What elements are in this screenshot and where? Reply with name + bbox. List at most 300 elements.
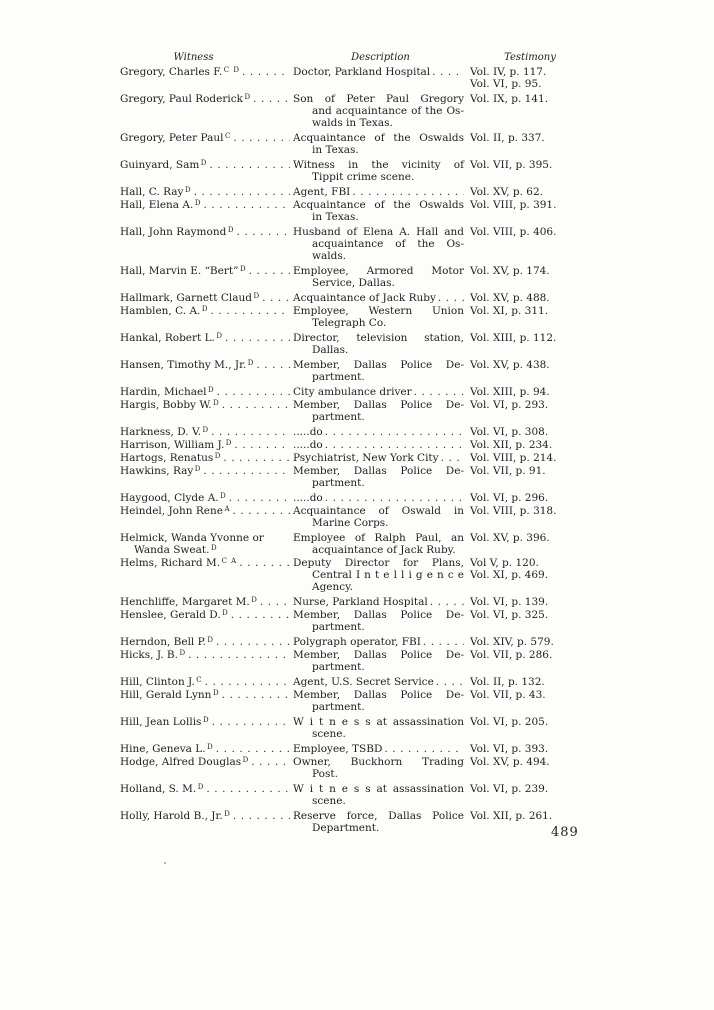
dot-leader — [352, 186, 464, 198]
testimony-citation: Vol. VI, p. 308. — [470, 426, 549, 438]
testimony-citation: Vol. VII, p. 91. — [470, 465, 546, 477]
witness-cell — [120, 783, 293, 807]
table-row — [120, 93, 608, 129]
dot-leader — [384, 743, 464, 755]
witness-cell — [120, 676, 293, 689]
description-line: Son of Peter Paul Gregory — [293, 93, 464, 105]
witness-line — [120, 716, 290, 729]
witness-cell — [120, 305, 293, 329]
description-cell — [293, 689, 468, 713]
table-row — [120, 426, 608, 439]
testimony-cell — [468, 532, 608, 557]
dot-leader — [217, 386, 290, 398]
table-row — [120, 596, 608, 609]
description-cell — [293, 716, 468, 740]
dot-leader — [251, 756, 290, 768]
witness-superscript: D — [225, 438, 233, 447]
table-row — [120, 532, 608, 557]
description-line: partment. — [312, 701, 365, 713]
description-line — [293, 452, 464, 464]
description-line: Owner, Buckhorn Trading — [293, 756, 464, 768]
description-cell — [293, 636, 468, 649]
witness-superscript: C — [196, 675, 203, 684]
dot-leader — [211, 426, 290, 438]
testimony-cell — [468, 332, 608, 356]
description-cell — [293, 265, 468, 289]
witness-name: Hill, Gerald Lynn — [120, 689, 212, 701]
witness-superscript: D — [194, 464, 202, 473]
description-line: partment. — [312, 371, 365, 383]
dot-leader — [194, 186, 290, 198]
witness-name: Helms, Richard M. — [120, 557, 221, 569]
description-cell — [293, 609, 468, 633]
dot-leader — [209, 159, 290, 171]
testimony-cell — [468, 783, 608, 807]
table-row — [120, 557, 608, 593]
description-line: partment. — [312, 477, 365, 489]
testimony-cell — [468, 386, 608, 399]
witness-superscript: D — [197, 782, 205, 791]
witness-cell — [120, 636, 293, 649]
witness-superscript: D — [244, 92, 252, 101]
witness-line — [120, 159, 290, 172]
testimony-citation: Vol. XV, p. 488. — [470, 292, 550, 304]
description-line: acquaintance of the Os- — [312, 238, 464, 250]
description-cell — [293, 743, 468, 756]
table-row — [120, 636, 608, 649]
witness-cell — [120, 265, 293, 289]
witness-superscript: D — [207, 742, 214, 751]
dot-leader — [222, 399, 290, 411]
dot-leader — [260, 596, 290, 608]
description-line: Member, Dallas Police De- — [293, 649, 464, 661]
witness-superscript: D — [222, 608, 229, 617]
witness-superscript: D — [216, 331, 224, 340]
dot-leader — [188, 649, 290, 661]
description-line: Husband of Elena A. Hall and — [293, 226, 464, 238]
testimony-cell — [468, 743, 608, 756]
witness-name: Herndon, Bell P. — [120, 636, 206, 648]
dot-leader — [233, 132, 290, 144]
description-line — [293, 386, 464, 398]
description-text: Acquaintance of Jack Ruby — [293, 292, 436, 304]
dot-leader — [438, 292, 464, 304]
witness-line — [120, 452, 290, 465]
witness-name: Hill, Clinton J. — [120, 676, 195, 688]
description-text: Employee, TSBD — [293, 743, 383, 755]
witness-line — [120, 743, 290, 756]
table-row — [120, 292, 608, 305]
dot-leader — [229, 492, 290, 504]
witness-superscript: D — [201, 304, 209, 313]
witness-name: Henchliffe, Margaret M. — [120, 596, 250, 608]
witness-superscript: D — [251, 595, 258, 604]
description-line: acquaintance of Jack Ruby. — [312, 544, 456, 556]
testimony-cell — [468, 399, 608, 423]
description-line: Reserve force, Dallas Police — [293, 810, 464, 822]
table-row — [120, 132, 608, 156]
witness-name: Hill, Jean Lollis — [120, 716, 202, 728]
witness-superscript: D — [227, 225, 235, 234]
description-line: and acquaintance of the Os- — [312, 105, 464, 117]
witness-cell — [120, 93, 293, 129]
witness-line — [120, 226, 290, 239]
testimony-citation: Vol. XI, p. 311. — [470, 305, 549, 317]
witness-superscript: D — [214, 451, 222, 460]
description-line: Department. — [312, 822, 380, 834]
witness-superscript: D — [220, 491, 227, 500]
witness-name: Hamblen, C. A. — [120, 305, 201, 317]
dot-leader — [212, 716, 290, 728]
description-line — [293, 292, 464, 304]
witness-superscript: D — [224, 809, 231, 818]
description-line: in Texas. — [312, 211, 359, 223]
description-cell — [293, 532, 468, 557]
description-line: in Texas. — [312, 144, 359, 156]
witness-line — [120, 465, 290, 478]
witness-cell — [120, 492, 293, 505]
table-row — [120, 159, 608, 183]
testimony-citation: Vol. XV, p. 174. — [470, 265, 550, 277]
witness-name: Gregory, Peter Paul — [120, 132, 224, 144]
description-cell — [293, 93, 468, 129]
description-cell — [293, 292, 468, 305]
description-line — [293, 439, 464, 451]
description-cell — [293, 439, 468, 452]
description-line: Member, Dallas Police De- — [293, 399, 464, 411]
witness-cell — [120, 609, 293, 633]
table-row — [120, 492, 608, 505]
description-line — [293, 676, 464, 688]
table-row — [120, 265, 608, 289]
witness-name: Hall, Elena A. — [120, 199, 194, 211]
testimony-cell — [468, 596, 608, 609]
witness-superscript: C A — [221, 556, 238, 565]
table-row — [120, 439, 608, 452]
description-text: .....do — [293, 439, 323, 451]
description-line: Central I n t e l l i g e n c e — [312, 569, 464, 581]
dot-leader — [236, 226, 290, 238]
witness-superscript: D — [247, 358, 255, 367]
description-cell — [293, 557, 468, 593]
description-line: Telegraph Co. — [312, 317, 387, 329]
witness-line — [120, 66, 290, 79]
witness-cell — [120, 439, 293, 452]
witness-cell — [120, 689, 293, 713]
description-line: Witness in the vicinity of — [293, 159, 464, 171]
witness-superscript: D — [200, 158, 208, 167]
witness-name: Holland, S. M. — [120, 783, 197, 795]
description-line: Member, Dallas Police De- — [293, 689, 464, 701]
description-cell — [293, 132, 468, 156]
description-line: partment. — [312, 621, 365, 633]
witness-cell — [120, 452, 293, 465]
dot-leader — [325, 426, 464, 438]
table-row — [120, 505, 608, 529]
testimony-cell — [468, 505, 608, 529]
testimony-citation: Vol. VI, p. 95. — [470, 78, 542, 90]
dot-leader — [441, 452, 464, 464]
dot-leader — [222, 689, 290, 701]
witness-superscript: D — [253, 291, 261, 300]
testimony-citation: Vol. VIII, p. 318. — [470, 505, 557, 517]
witness-superscript: D — [213, 398, 220, 407]
description-line — [293, 636, 464, 648]
witness-line — [120, 505, 290, 518]
testimony-citation: Vol. VI, p. 139. — [470, 596, 549, 608]
testimony-cell — [468, 226, 608, 262]
testimony-cell — [468, 439, 608, 452]
witness-superscript: D — [179, 648, 187, 657]
table-row — [120, 359, 608, 383]
testimony-citation: Vol. XII, p. 261. — [470, 810, 553, 822]
witness-name: Hicks, J. B. — [120, 649, 178, 661]
table-row — [120, 66, 608, 90]
dot-leader — [239, 557, 290, 569]
table-row — [120, 186, 608, 199]
description-cell — [293, 226, 468, 262]
testimony-cell — [468, 465, 608, 489]
witness-cell — [120, 359, 293, 383]
witness-cell — [120, 132, 293, 156]
witness-cell — [120, 649, 293, 673]
testimony-citation: Vol. XV, p. 438. — [470, 359, 550, 371]
dot-leader — [325, 439, 464, 451]
testimony-cell — [468, 452, 608, 465]
witness-name: Hardin, Michael — [120, 386, 207, 398]
description-line — [293, 426, 464, 438]
description-cell — [293, 305, 468, 329]
witness-cell — [120, 756, 293, 780]
testimony-citation: Vol. XIII, p. 94. — [470, 386, 550, 398]
description-cell — [293, 399, 468, 423]
testimony-citation: Vol. VI, p. 239. — [470, 783, 549, 795]
description-text: Polygraph operator, FBI — [293, 636, 421, 648]
witness-name: Hargis, Bobby W. — [120, 399, 212, 411]
testimony-citation: Vol. XIII, p. 112. — [470, 332, 557, 344]
description-line: Employee of Ralph Paul, an — [293, 532, 464, 544]
dot-leader — [423, 636, 464, 648]
witness-line — [120, 199, 290, 212]
witness-superscript: D — [194, 198, 202, 207]
table-row — [120, 756, 608, 780]
table-row — [120, 676, 608, 689]
page-number: 489 — [551, 825, 579, 840]
table-row — [120, 199, 608, 223]
description-text: City ambulance driver — [293, 386, 412, 398]
witness-superscript: D — [202, 715, 210, 724]
witness-superscript: D — [212, 688, 220, 697]
description-line: Employee, Western Union — [293, 305, 464, 317]
witness-line — [120, 636, 290, 649]
dot-leader — [216, 743, 290, 755]
testimony-citation: Vol. VII, p. 43. — [470, 689, 546, 701]
witness-superscript: D — [207, 635, 215, 644]
description-line: Dallas. — [312, 344, 349, 356]
witness-line — [120, 132, 290, 145]
testimony-citation: Vol. XIV, p. 579. — [470, 636, 554, 648]
witness-line — [120, 305, 290, 318]
description-line — [293, 743, 464, 755]
witness-line — [120, 399, 290, 412]
description-line: Agency. — [312, 581, 354, 593]
testimony-cell — [468, 305, 608, 329]
table-row — [120, 716, 608, 740]
witness-line — [120, 689, 290, 702]
entries — [120, 66, 608, 834]
testimony-citation: Vol. VIII, p. 214. — [470, 452, 557, 464]
witness-index-table — [120, 52, 608, 834]
dot-leader — [216, 636, 290, 648]
testimony-citation: Vol. VII, p. 286. — [470, 649, 553, 661]
testimony-cell — [468, 676, 608, 689]
dot-leader — [225, 332, 290, 344]
witness-cell — [120, 426, 293, 439]
description-text: Agent, FBI — [293, 186, 351, 198]
witness-name: Hall, C. Ray — [120, 186, 184, 198]
table-row — [120, 226, 608, 262]
testimony-cell — [468, 359, 608, 383]
witness-name: Henslee, Gerald D. — [120, 609, 221, 621]
witness-name: Haygood, Clyde A. — [120, 492, 219, 504]
table-row — [120, 689, 608, 713]
table-row — [120, 609, 608, 633]
witness-cell — [120, 199, 293, 223]
table-row — [120, 743, 608, 756]
description-text: .....do — [293, 492, 323, 504]
table-row — [120, 399, 608, 423]
description-line: W i t n e s s at assassination — [293, 716, 464, 728]
description-line: walds. — [312, 250, 347, 262]
description-cell — [293, 649, 468, 673]
description-line: Employee, Armored Motor — [293, 265, 464, 277]
witness-name: Harkness, D. V. — [120, 426, 202, 438]
witness-line — [120, 332, 290, 345]
testimony-cell — [468, 716, 608, 740]
description-cell — [293, 159, 468, 183]
testimony-cell — [468, 159, 608, 183]
column-header-description: Description — [351, 52, 410, 63]
testimony-citation: Vol. XII, p. 234. — [470, 439, 553, 451]
witness-name: Gregory, Charles F. — [120, 66, 223, 78]
table-row — [120, 332, 608, 356]
description-line: Deputy Director for Plans, — [293, 557, 464, 569]
testimony-citation: Vol. II, p. 337. — [470, 132, 545, 144]
dot-leader — [253, 93, 290, 105]
description-cell — [293, 199, 468, 223]
testimony-citation: Vol. VIII, p. 406. — [470, 226, 557, 238]
testimony-citation: Vol. VI, p. 296. — [470, 492, 549, 504]
dot-leader — [231, 609, 290, 621]
description-text: Doctor, Parkland Hospital — [293, 66, 431, 78]
witness-cell — [120, 532, 293, 557]
testimony-citation: Vol V, p. 120. — [470, 557, 539, 569]
testimony-cell — [468, 132, 608, 156]
dot-leader — [223, 452, 290, 464]
witness-cell — [120, 332, 293, 356]
description-line: Marine Corps. — [312, 517, 389, 529]
witness-name: Hall, John Raymond — [120, 226, 227, 238]
description-text: .....do — [293, 426, 323, 438]
witness-line — [120, 609, 290, 622]
testimony-citation: Vol. IX, p. 141. — [470, 93, 549, 105]
dot-leader — [203, 465, 290, 477]
testimony-citation: Vol. XI, p. 469. — [470, 569, 549, 581]
testimony-cell — [468, 93, 608, 129]
witness-cell — [120, 226, 293, 262]
dot-leader — [242, 66, 290, 78]
witness-name: Hallmark, Garnett Claud — [120, 292, 252, 304]
witness-name: Heindel, John Rene — [120, 505, 223, 517]
description-cell — [293, 465, 468, 489]
description-text: Psychiatrist, New York City — [293, 452, 439, 464]
testimony-citation: Vol. II, p. 132. — [470, 676, 545, 688]
table-row — [120, 305, 608, 329]
witness-superscript: D — [184, 185, 192, 194]
testimony-citation: Vol. XV, p. 62. — [470, 186, 543, 198]
witness-superscript: C — [224, 131, 232, 140]
witness-line — [120, 439, 290, 452]
dot-leader — [256, 359, 290, 371]
table-header-row — [120, 52, 608, 64]
testimony-citation: Vol. IV, p. 117. — [470, 66, 547, 78]
witness-line — [120, 426, 290, 439]
witness-cell — [120, 810, 293, 834]
table-row — [120, 465, 608, 489]
witness-cell — [120, 159, 293, 183]
witness-cell — [120, 386, 293, 399]
witness-line: Helmick, Wanda Yvonne or — [120, 532, 264, 544]
witness-line — [120, 265, 290, 278]
description-text: Agent, U.S. Secret Service — [293, 676, 434, 688]
description-cell — [293, 332, 468, 356]
witness-cell — [120, 66, 293, 90]
description-line: Tippit crime scene. — [312, 171, 415, 183]
testimony-cell — [468, 756, 608, 780]
dot-leader — [249, 265, 290, 277]
testimony-cell — [468, 426, 608, 439]
witness-name: Hodge, Alfred Douglas — [120, 756, 242, 768]
testimony-citation: Vol. VI, p. 293. — [470, 399, 549, 411]
witness-superscript: D — [239, 264, 247, 273]
witness-name: Hine, Geneva L. — [120, 743, 206, 755]
description-cell — [293, 359, 468, 383]
testimony-citation: Vol. VI, p. 205. — [470, 716, 549, 728]
description-line — [293, 596, 464, 608]
witness-line — [120, 492, 290, 505]
witness-superscript: C D — [223, 65, 240, 74]
description-line: partment. — [312, 411, 365, 423]
description-cell — [293, 492, 468, 505]
witness-superscript: D — [210, 543, 218, 552]
column-header-witness: Witness — [173, 52, 214, 63]
testimony-cell — [468, 810, 608, 834]
witness-line — [120, 93, 290, 106]
testimony-citation: Vol. VI, p. 393. — [470, 743, 549, 755]
table-row — [120, 783, 608, 807]
description-cell — [293, 66, 468, 90]
witness-superscript: D — [208, 385, 215, 394]
testimony-cell — [468, 292, 608, 305]
testimony-cell — [468, 66, 608, 90]
testimony-cell — [468, 636, 608, 649]
table-row — [120, 810, 608, 834]
description-line: Member, Dallas Police De- — [293, 609, 464, 621]
witness-name: Hankal, Robert L. — [120, 332, 215, 344]
description-line: partment. — [312, 661, 365, 673]
witness-superscript: D — [202, 425, 210, 434]
witness-name: Gregory, Paul Roderick — [120, 93, 243, 105]
